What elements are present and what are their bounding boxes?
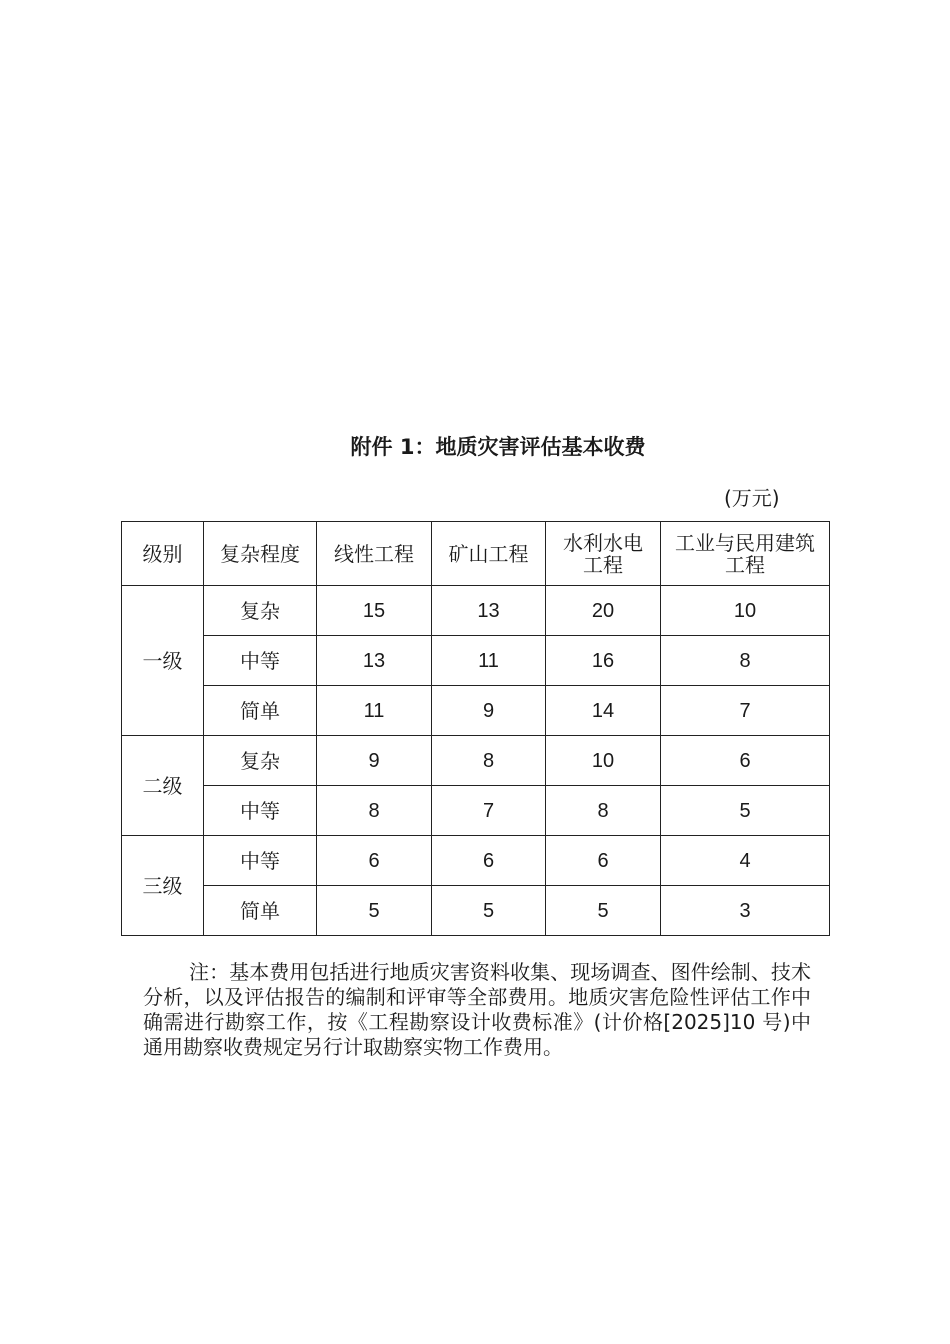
complexity-cell: 中等 (204, 786, 317, 836)
complexity-cell: 中等 (204, 836, 317, 886)
value-cell: 10 (546, 736, 661, 786)
complexity-cell: 简单 (204, 886, 317, 936)
value-cell: 11 (432, 636, 546, 686)
value-cell: 9 (317, 736, 432, 786)
value-cell: 7 (432, 786, 546, 836)
value-cell: 9 (432, 686, 546, 736)
table-row (122, 586, 830, 636)
value-cell: 5 (661, 786, 830, 836)
value-cell: 8 (432, 736, 546, 786)
level-cell: 二级 (122, 736, 204, 836)
header-cell-complexity: 复杂程度 (204, 522, 317, 586)
value-cell: 8 (546, 786, 661, 836)
header-row (122, 522, 830, 586)
complexity-cell: 中等 (204, 636, 317, 686)
value-cell: 13 (432, 586, 546, 636)
value-cell: 8 (317, 786, 432, 836)
value-cell: 6 (432, 836, 546, 886)
table-row (122, 736, 830, 786)
value-cell: 11 (317, 686, 432, 736)
header-cell-level: 级别 (122, 522, 204, 586)
table-row (122, 786, 830, 836)
unit-label: (万元) (724, 486, 780, 510)
value-cell: 6 (546, 836, 661, 886)
table-row (122, 836, 830, 886)
table-header (122, 522, 830, 586)
value-cell: 4 (661, 836, 830, 886)
value-cell: 3 (661, 886, 830, 936)
value-cell: 10 (661, 586, 830, 636)
complexity-cell: 简单 (204, 686, 317, 736)
value-cell: 5 (432, 886, 546, 936)
complexity-cell: 复杂 (204, 736, 317, 786)
level-cell: 三级 (122, 836, 204, 936)
value-cell: 6 (317, 836, 432, 886)
level-cell: 一级 (122, 586, 204, 736)
header-cell-linear: 线性工程 (317, 522, 432, 586)
value-cell: 8 (661, 636, 830, 686)
value-cell: 20 (546, 586, 661, 636)
table-row (122, 886, 830, 936)
value-cell: 5 (546, 886, 661, 936)
fee-table (121, 521, 830, 936)
value-cell: 7 (661, 686, 830, 736)
table-row (122, 636, 830, 686)
header-cell-mining: 矿山工程 (432, 522, 546, 586)
header-cell-hydro: 水利水电工程 (546, 522, 661, 586)
value-cell: 16 (546, 636, 661, 686)
page-title: 附件 1：地质灾害评估基本收费 (350, 435, 646, 459)
complexity-cell: 复杂 (204, 586, 317, 636)
table-body (122, 586, 830, 936)
footnote: 注：基本费用包括进行地质灾害资料收集、现场调查、图件绘制、技术分析，以及评估报告的编制和评审等全部费用。地质灾害危险性评估工作中确需进行勘察工作，按《工程勘察设计收费标准》(计价格[2025]10 号)中通用勘察收费规定另行计取勘察实物工作费用。 (143, 960, 811, 1059)
value-cell: 5 (317, 886, 432, 936)
value-cell: 13 (317, 636, 432, 686)
header-cell-building: 工业与民用建筑工程 (661, 522, 830, 586)
value-cell: 15 (317, 586, 432, 636)
table-row (122, 686, 830, 736)
value-cell: 6 (661, 736, 830, 786)
value-cell: 14 (546, 686, 661, 736)
